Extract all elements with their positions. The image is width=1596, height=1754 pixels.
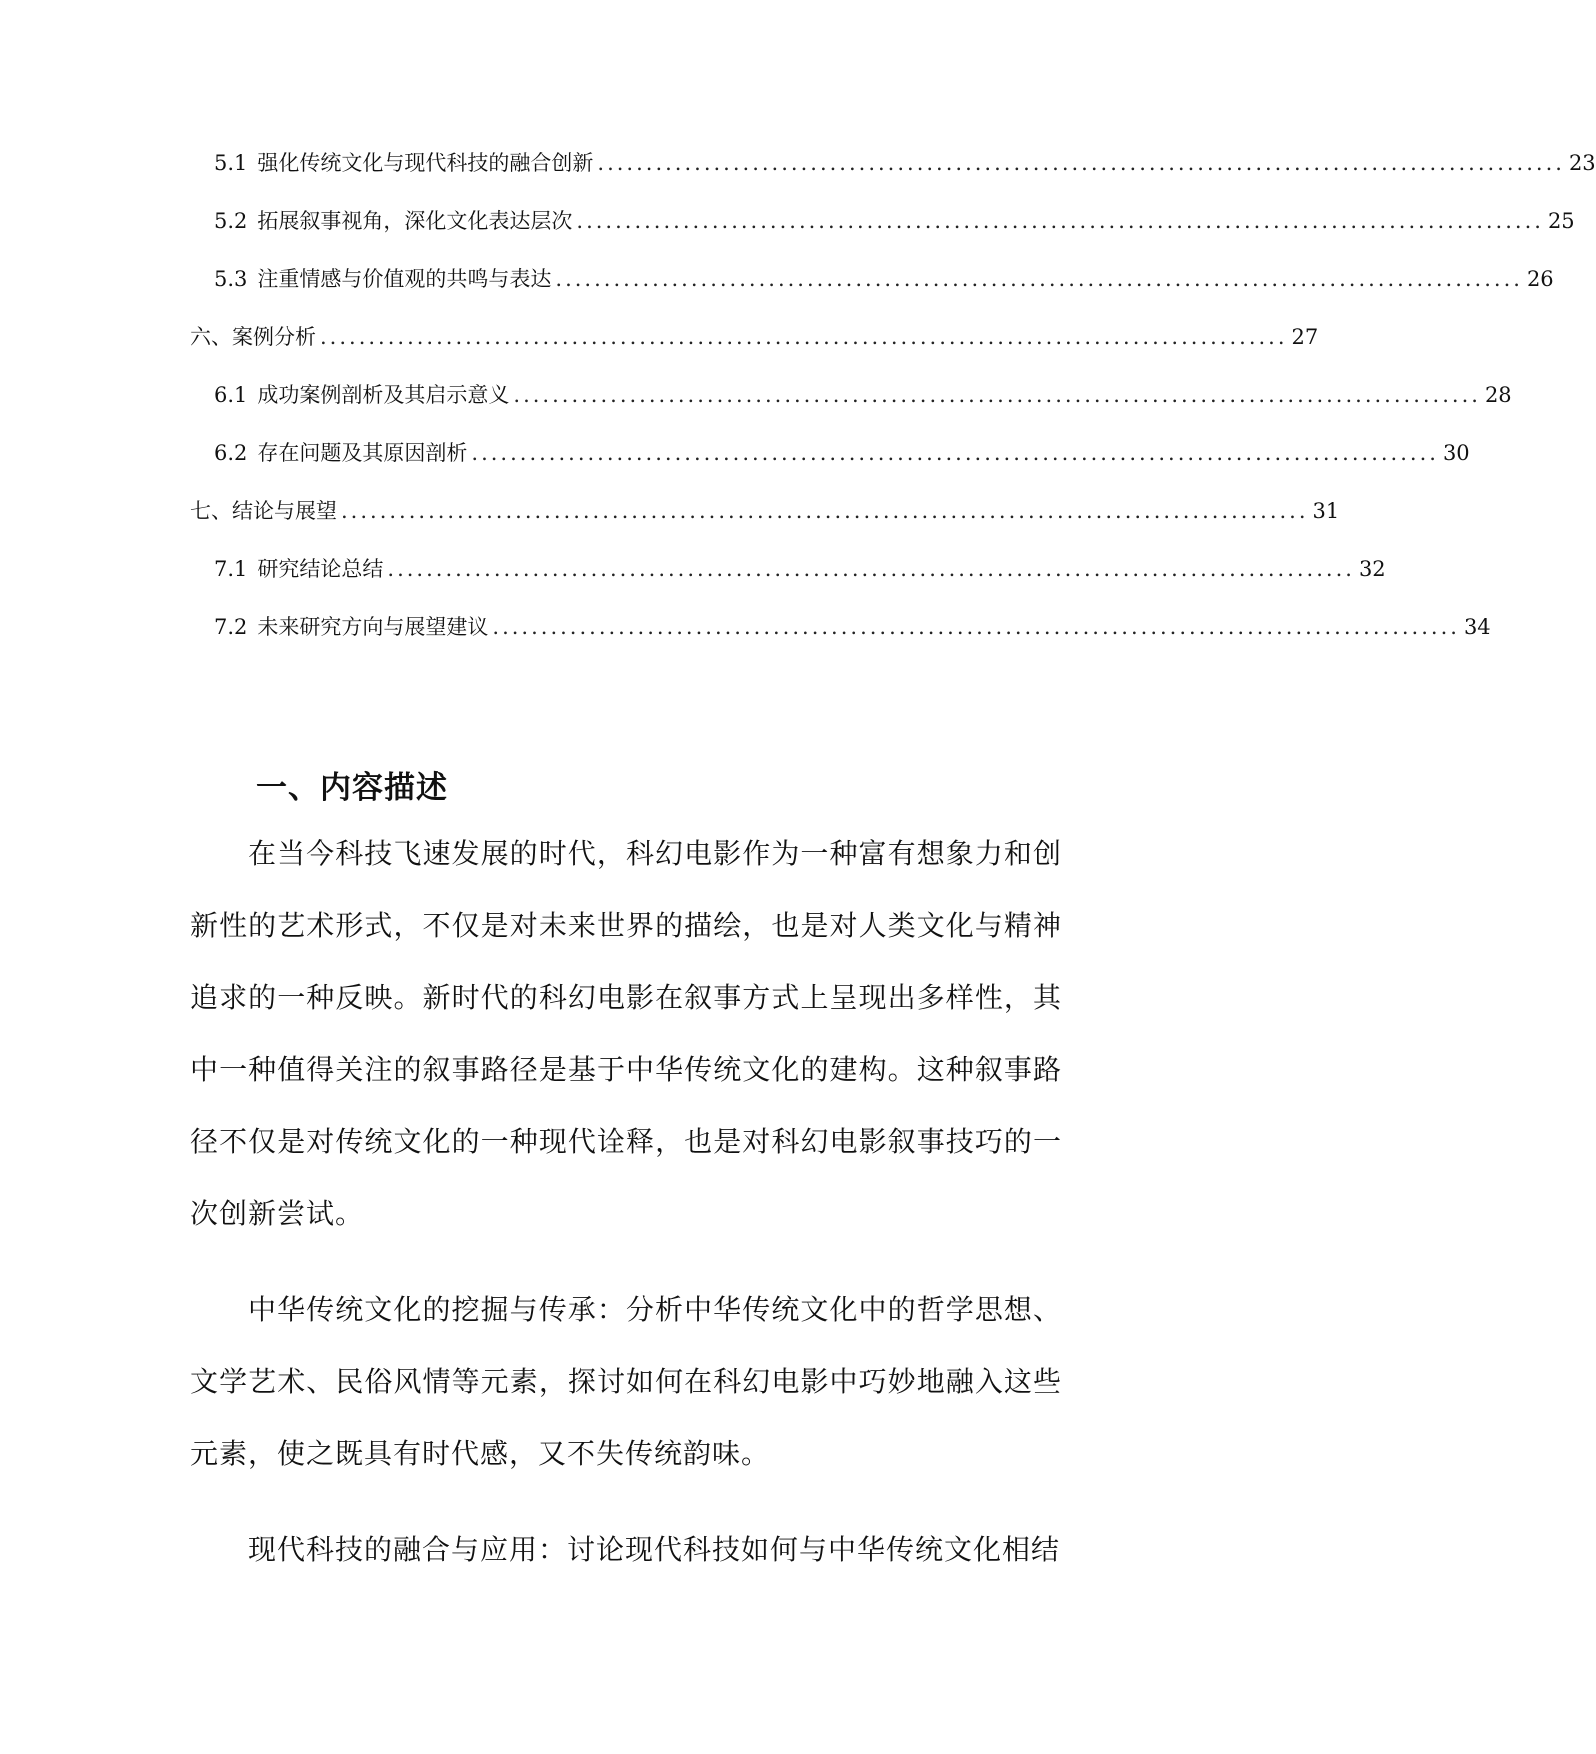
toc-entry-page: 25 <box>1547 209 1575 233</box>
toc-dot-leader: .................................................................................................... <box>555 267 1523 291</box>
toc-entry-number: 6.1 <box>214 383 248 407</box>
toc-dot-leader: .................................................................................................... <box>471 441 1439 465</box>
toc-entry-number: 5.2 <box>214 209 248 233</box>
toc-entry-title: 注重情感与价值观的共鸣与表达 <box>257 267 552 291</box>
toc-entry-number: 5.3 <box>214 267 248 291</box>
toc-entry[interactable] <box>190 206 1575 236</box>
toc-entry-title: 存在问题及其原因剖析 <box>257 441 468 465</box>
section-body <box>190 818 1062 1586</box>
toc-entry[interactable] <box>190 148 1596 178</box>
toc-entry-page: 27 <box>1291 325 1319 349</box>
toc-entry[interactable] <box>190 264 1554 294</box>
toc-entry[interactable] <box>190 554 1386 584</box>
toc-entry-page: 34 <box>1463 615 1491 639</box>
toc-entry-number: 7.1 <box>214 557 248 581</box>
toc-entry-number: 5.1 <box>214 151 248 175</box>
toc-entry[interactable] <box>190 612 1491 642</box>
toc-entry-page: 32 <box>1358 557 1386 581</box>
toc-entry-title: 七、结论与展望 <box>190 499 337 523</box>
toc-dot-leader: .................................................................................................... <box>341 499 1309 523</box>
toc-entry[interactable] <box>190 496 1340 526</box>
toc-dot-leader: .................................................................................................... <box>513 383 1481 407</box>
body-paragraph: 在当今科技飞速发展的时代，科幻电影作为一种富有想象力和创新性的艺术形式，不仅是对未来世界的描绘，也是对人类文化与精神追求的一种反映。新时代的科幻电影在叙事方式上呈现出多样性，其中一种值得关注的叙事路径是基于中华传统文化的建构。这种叙事路径不仅是对传统文化的一种现代诠释，也是对科幻电影叙事技巧的一次创新尝试。 <box>190 837 1062 1230</box>
toc-entry-title: 成功案例剖析及其启示意义 <box>257 383 510 407</box>
toc-entry-page: 28 <box>1484 383 1512 407</box>
toc-entry-page: 26 <box>1526 267 1554 291</box>
toc-entry[interactable] <box>190 380 1512 410</box>
toc-entry[interactable] <box>190 438 1470 468</box>
toc-entry-title: 强化传统文化与现代科技的融合创新 <box>257 151 594 175</box>
section-heading: 一、内容描述 <box>256 770 448 806</box>
toc-entry-title: 拓展叙事视角，深化文化表达层次 <box>257 209 573 233</box>
toc-dot-leader: .................................................................................................... <box>387 557 1355 581</box>
toc-entry-page: 23 <box>1568 151 1596 175</box>
body-paragraph: 中华传统文化的挖掘与传承：分析中华传统文化中的哲学思想、文学艺术、民俗风情等元素，探讨如何在科幻电影中巧妙地融入这些元素，使之既具有时代感，又不失传统韵味。 <box>190 1293 1062 1470</box>
toc-entry-title: 研究结论总结 <box>257 557 384 581</box>
toc-entry-title: 六、案例分析 <box>190 325 316 349</box>
toc-dot-leader: .................................................................................................... <box>576 209 1544 233</box>
toc-dot-leader: .................................................................................................... <box>597 151 1565 175</box>
toc-dot-leader: .................................................................................................... <box>492 615 1460 639</box>
toc-dot-leader: .................................................................................................... <box>320 325 1288 349</box>
toc-entry-page: 30 <box>1442 441 1470 465</box>
toc-entry-page: 31 <box>1312 499 1340 523</box>
toc-entry[interactable] <box>190 322 1319 352</box>
body-paragraph: 现代科技的融合与应用：讨论现代科技如何与中华传统文化相结 <box>248 1533 1061 1566</box>
toc-entry-title: 未来研究方向与展望建议 <box>257 615 489 639</box>
toc-entry-number: 6.2 <box>214 441 248 465</box>
toc-entry-number: 7.2 <box>214 615 248 639</box>
